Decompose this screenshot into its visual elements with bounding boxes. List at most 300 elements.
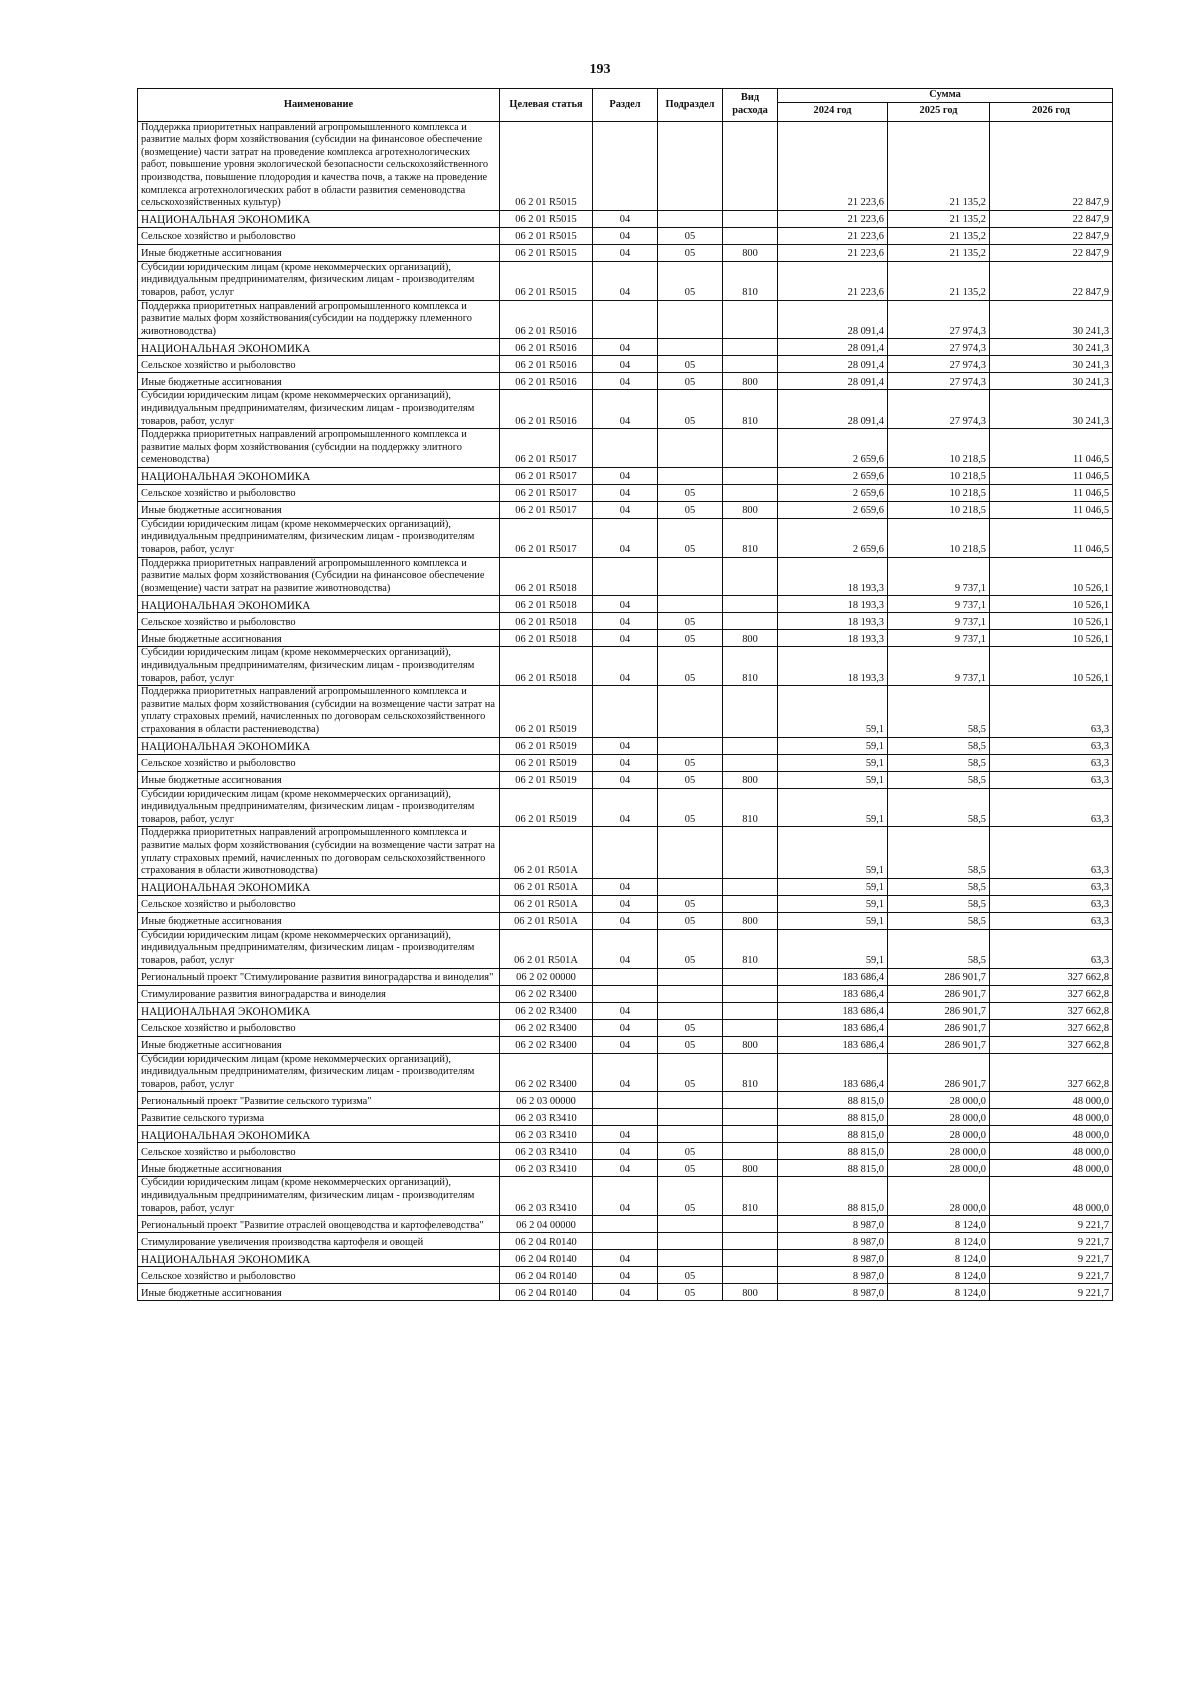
sum-2025-cell: 28 000,0 [888,1126,990,1143]
table-row [138,1053,1113,1092]
sum-2026-cell: 10 526,1 [990,647,1113,686]
sum-2025-cell: 286 901,7 [888,985,990,1002]
subsection-cell [658,737,723,754]
sum-2024-cell: 59,1 [778,827,888,878]
sum-2026-cell: 48 000,0 [990,1177,1113,1216]
sum-2026-cell: 9 221,7 [990,1233,1113,1250]
type-cell [723,1002,778,1019]
table-row [138,895,1113,912]
section-cell [593,121,658,210]
subsection-cell: 05 [658,1019,723,1036]
type-cell [723,429,778,468]
subsection-cell: 05 [658,630,723,647]
subsection-cell [658,467,723,484]
page-number: 193 [589,62,611,77]
section-cell: 04 [593,339,658,356]
sum-2024-cell: 18 193,3 [778,647,888,686]
name-cell: Сельское хозяйство и рыболовство [138,1267,500,1284]
sum-2026-cell: 10 526,1 [990,630,1113,647]
type-cell [723,1109,778,1126]
table-row [138,373,1113,390]
subsection-cell: 05 [658,390,723,429]
type-cell: 810 [723,261,778,300]
type-cell [723,827,778,878]
sum-2024-cell: 21 223,6 [778,121,888,210]
subsection-cell: 05 [658,754,723,771]
target-cell: 06 2 04 00000 [500,1216,593,1233]
target-cell: 06 2 01 R501A [500,912,593,929]
section-cell: 04 [593,261,658,300]
sum-2026-cell: 63,3 [990,895,1113,912]
target-cell: 06 2 03 R3410 [500,1143,593,1160]
target-cell: 06 2 03 R3410 [500,1126,593,1143]
table-row [138,771,1113,788]
sum-2024-cell: 8 987,0 [778,1216,888,1233]
subsection-cell: 05 [658,647,723,686]
target-cell: 06 2 01 R5019 [500,737,593,754]
sum-2026-cell: 10 526,1 [990,613,1113,630]
section-cell: 04 [593,1002,658,1019]
table-row [138,968,1113,985]
table-row [138,390,1113,429]
name-cell: Иные бюджетные ассигнования [138,771,500,788]
sum-2026-cell: 48 000,0 [990,1160,1113,1177]
type-cell: 800 [723,373,778,390]
sum-2025-cell: 58,5 [888,788,990,827]
subsection-cell: 05 [658,518,723,557]
section-cell: 04 [593,912,658,929]
sum-2026-cell: 327 662,8 [990,1036,1113,1053]
sum-2025-cell: 28 000,0 [888,1092,990,1109]
section-cell: 04 [593,373,658,390]
name-cell: Иные бюджетные ассигнования [138,912,500,929]
name-cell: НАЦИОНАЛЬНАЯ ЭКОНОМИКА [138,737,500,754]
target-cell: 06 2 01 R5018 [500,557,593,596]
sum-2025-cell: 21 135,2 [888,210,990,227]
target-cell: 06 2 01 R5015 [500,121,593,210]
target-cell: 06 2 01 R5015 [500,244,593,261]
sum-2026-cell: 327 662,8 [990,1002,1113,1019]
sum-2025-cell: 8 124,0 [888,1216,990,1233]
sum-2025-cell: 286 901,7 [888,1019,990,1036]
target-cell: 06 2 01 R5017 [500,518,593,557]
sum-2026-cell: 327 662,8 [990,968,1113,985]
type-cell [723,878,778,895]
name-cell: Региональный проект "Развитие отраслей овощеводства и картофелеводства" [138,1216,500,1233]
target-cell: 06 2 04 R0140 [500,1267,593,1284]
table-row [138,788,1113,827]
name-cell: Сельское хозяйство и рыболовство [138,1019,500,1036]
sum-2025-cell: 9 737,1 [888,557,990,596]
name-cell: Сельское хозяйство и рыболовство [138,613,500,630]
sum-2024-cell: 21 223,6 [778,244,888,261]
table-row [138,1160,1113,1177]
section-cell: 04 [593,210,658,227]
sum-2025-cell: 27 974,3 [888,339,990,356]
table-row [138,1019,1113,1036]
header-name: Наименование [138,89,500,122]
sum-2024-cell: 59,1 [778,929,888,968]
type-cell [723,1126,778,1143]
table-row [138,339,1113,356]
table-row [138,300,1113,339]
type-cell: 810 [723,1053,778,1092]
type-cell: 810 [723,788,778,827]
table-row [138,647,1113,686]
sum-2024-cell: 21 223,6 [778,227,888,244]
sum-2026-cell: 11 046,5 [990,484,1113,501]
sum-2024-cell: 18 193,3 [778,630,888,647]
target-cell: 06 2 01 R5016 [500,356,593,373]
section-cell: 04 [593,647,658,686]
type-cell: 810 [723,929,778,968]
subsection-cell: 05 [658,1053,723,1092]
name-cell: Иные бюджетные ассигнования [138,501,500,518]
name-cell: НАЦИОНАЛЬНАЯ ЭКОНОМИКА [138,878,500,895]
subsection-cell: 05 [658,1284,723,1301]
sum-2024-cell: 88 815,0 [778,1092,888,1109]
subsection-cell: 05 [658,895,723,912]
name-cell: Сельское хозяйство и рыболовство [138,895,500,912]
section-cell: 04 [593,895,658,912]
name-cell: Иные бюджетные ассигнования [138,244,500,261]
name-cell: НАЦИОНАЛЬНАЯ ЭКОНОМИКА [138,1250,500,1267]
table-row [138,878,1113,895]
section-cell: 04 [593,596,658,613]
sum-2026-cell: 30 241,3 [990,356,1113,373]
type-cell [723,484,778,501]
target-cell: 06 2 01 R5018 [500,613,593,630]
name-cell: Поддержка приоритетных направлений агропромышленного комплекса и развитие малых форм хозяйствования (субсидии на финансовое обеспечение (возмещение) части затрат на проведение комплекса агротехнологических работ, повышение уровня экологической безопасности сельскохозяйственного производства, повышение плодородия и качества почв, а также на проведение комплекса агротехнологических работ в области развития семеноводства сельскохозяйственных культур) [138,121,500,210]
type-cell [723,1233,778,1250]
subsection-cell: 05 [658,1267,723,1284]
section-cell: 04 [593,754,658,771]
sum-2025-cell: 286 901,7 [888,1053,990,1092]
section-cell: 04 [593,501,658,518]
subsection-cell: 05 [658,771,723,788]
name-cell: Субсидии юридическим лицам (кроме некоммерческих организаций), индивидуальным предпринимателям, физическим лицам - производителям товаров, работ, услуг [138,390,500,429]
section-cell: 04 [593,878,658,895]
sum-2025-cell: 21 135,2 [888,227,990,244]
sum-2026-cell: 63,3 [990,788,1113,827]
sum-2026-cell: 327 662,8 [990,1053,1113,1092]
section-cell [593,1109,658,1126]
sum-2024-cell: 88 815,0 [778,1126,888,1143]
type-cell [723,686,778,737]
table-row [138,121,1113,210]
type-cell [723,356,778,373]
type-cell [723,1019,778,1036]
type-cell [723,737,778,754]
subsection-cell [658,1126,723,1143]
table-row [138,686,1113,737]
section-cell: 04 [593,518,658,557]
name-cell: НАЦИОНАЛЬНАЯ ЭКОНОМИКА [138,210,500,227]
sum-2025-cell: 58,5 [888,771,990,788]
table-row [138,985,1113,1002]
sum-2025-cell: 28 000,0 [888,1160,990,1177]
name-cell: Сельское хозяйство и рыболовство [138,227,500,244]
target-cell: 06 2 02 R3400 [500,1036,593,1053]
sum-2024-cell: 2 659,6 [778,518,888,557]
sum-2026-cell: 48 000,0 [990,1109,1113,1126]
sum-2025-cell: 8 124,0 [888,1233,990,1250]
subsection-cell: 05 [658,1160,723,1177]
subsection-cell [658,878,723,895]
target-cell: 06 2 04 R0140 [500,1233,593,1250]
sum-2024-cell: 183 686,4 [778,1036,888,1053]
section-cell: 04 [593,1036,658,1053]
target-cell: 06 2 03 R3410 [500,1109,593,1126]
header-type: Вид расхода [723,89,778,122]
table-row [138,613,1113,630]
name-cell: Сельское хозяйство и рыболовство [138,1143,500,1160]
section-cell [593,429,658,468]
sum-2025-cell: 286 901,7 [888,968,990,985]
sum-2024-cell: 59,1 [778,686,888,737]
type-cell [723,121,778,210]
table-row [138,737,1113,754]
sum-2026-cell: 63,3 [990,754,1113,771]
type-cell [723,613,778,630]
sum-2026-cell: 48 000,0 [990,1092,1113,1109]
sum-2025-cell: 58,5 [888,686,990,737]
sum-2026-cell: 327 662,8 [990,1019,1113,1036]
target-cell: 06 2 02 R3400 [500,1002,593,1019]
target-cell: 06 2 02 R3400 [500,1019,593,1036]
sum-2025-cell: 21 135,2 [888,261,990,300]
name-cell: Иные бюджетные ассигнования [138,373,500,390]
sum-2024-cell: 88 815,0 [778,1109,888,1126]
target-cell: 06 2 02 00000 [500,968,593,985]
name-cell: Иные бюджетные ассигнования [138,630,500,647]
sum-2024-cell: 183 686,4 [778,968,888,985]
sum-2025-cell: 27 974,3 [888,300,990,339]
target-cell: 06 2 01 R5017 [500,484,593,501]
target-cell: 06 2 04 R0140 [500,1250,593,1267]
section-cell [593,827,658,878]
table-row [138,429,1113,468]
sum-2024-cell: 59,1 [778,912,888,929]
subsection-cell [658,827,723,878]
sum-2025-cell: 27 974,3 [888,356,990,373]
table-row [138,1143,1113,1160]
subsection-cell: 05 [658,1143,723,1160]
sum-2026-cell: 22 847,9 [990,244,1113,261]
target-cell: 06 2 01 R5016 [500,339,593,356]
sum-2024-cell: 28 091,4 [778,373,888,390]
target-cell: 06 2 01 R5018 [500,596,593,613]
section-cell [593,1233,658,1250]
section-cell: 04 [593,1053,658,1092]
section-cell [593,1216,658,1233]
subsection-cell [658,429,723,468]
subsection-cell [658,1109,723,1126]
sum-2024-cell: 18 193,3 [778,613,888,630]
target-cell: 06 2 01 R5019 [500,771,593,788]
type-cell: 800 [723,244,778,261]
name-cell: Сельское хозяйство и рыболовство [138,484,500,501]
sum-2024-cell: 88 815,0 [778,1177,888,1216]
sum-2026-cell: 327 662,8 [990,985,1113,1002]
name-cell: НАЦИОНАЛЬНАЯ ЭКОНОМИКА [138,467,500,484]
name-cell: Региональный проект "Стимулирование развития виноградарства и виноделия" [138,968,500,985]
sum-2026-cell: 11 046,5 [990,429,1113,468]
sum-2024-cell: 59,1 [778,754,888,771]
subsection-cell: 05 [658,244,723,261]
subsection-cell: 05 [658,912,723,929]
sum-2026-cell: 63,3 [990,929,1113,968]
sum-2024-cell: 2 659,6 [778,467,888,484]
name-cell: НАЦИОНАЛЬНАЯ ЭКОНОМИКА [138,596,500,613]
sum-2025-cell: 28 000,0 [888,1109,990,1126]
sum-2024-cell: 8 987,0 [778,1267,888,1284]
sum-2026-cell: 63,3 [990,827,1113,878]
table-row [138,1002,1113,1019]
section-cell: 04 [593,356,658,373]
target-cell: 06 2 01 R501A [500,827,593,878]
sum-2024-cell: 28 091,4 [778,356,888,373]
sum-2025-cell: 27 974,3 [888,373,990,390]
type-cell [723,210,778,227]
type-cell: 800 [723,771,778,788]
sum-2024-cell: 21 223,6 [778,261,888,300]
target-cell: 06 2 01 R5017 [500,501,593,518]
name-cell: НАЦИОНАЛЬНАЯ ЭКОНОМИКА [138,1002,500,1019]
subsection-cell: 05 [658,261,723,300]
target-cell: 06 2 02 R3400 [500,1053,593,1092]
sum-2025-cell: 28 000,0 [888,1177,990,1216]
subsection-cell [658,1216,723,1233]
sum-2024-cell: 183 686,4 [778,1053,888,1092]
table-row [138,1216,1113,1233]
sum-2026-cell: 30 241,3 [990,390,1113,429]
subsection-cell: 05 [658,929,723,968]
table-row [138,1233,1113,1250]
sum-2026-cell: 48 000,0 [990,1126,1113,1143]
sum-2026-cell: 10 526,1 [990,557,1113,596]
type-cell [723,1216,778,1233]
header-subsection: Подраздел [658,89,723,122]
target-cell: 06 2 01 R5015 [500,261,593,300]
sum-2024-cell: 2 659,6 [778,501,888,518]
type-cell: 810 [723,390,778,429]
sum-2026-cell: 10 526,1 [990,596,1113,613]
subsection-cell: 05 [658,356,723,373]
sum-2025-cell: 286 901,7 [888,1002,990,1019]
target-cell: 06 2 01 R5016 [500,373,593,390]
type-cell [723,467,778,484]
subsection-cell [658,339,723,356]
table-row [138,467,1113,484]
header-target: Целевая статья [500,89,593,122]
type-cell [723,1092,778,1109]
sum-2024-cell: 59,1 [778,737,888,754]
subsection-cell [658,968,723,985]
table-row [138,501,1113,518]
table-row [138,1250,1113,1267]
section-cell: 04 [593,771,658,788]
type-cell [723,339,778,356]
name-cell: Субсидии юридическим лицам (кроме некоммерческих организаций), индивидуальным предпринимателям, физическим лицам - производителям товаров, работ, услуг [138,1053,500,1092]
sum-2024-cell: 28 091,4 [778,339,888,356]
table-row [138,1092,1113,1109]
type-cell [723,1143,778,1160]
table-row [138,1109,1113,1126]
section-cell: 04 [593,929,658,968]
sum-2024-cell: 88 815,0 [778,1143,888,1160]
type-cell [723,1250,778,1267]
table-row [138,1267,1113,1284]
sum-2026-cell: 30 241,3 [990,300,1113,339]
section-cell: 04 [593,244,658,261]
subsection-cell: 05 [658,501,723,518]
name-cell: Субсидии юридическим лицам (кроме некоммерческих организаций), индивидуальным предпринимателям, физическим лицам - производителям товаров, работ, услуг [138,929,500,968]
sum-2024-cell: 59,1 [778,895,888,912]
type-cell: 800 [723,1160,778,1177]
subsection-cell: 05 [658,788,723,827]
table-row [138,484,1113,501]
section-cell: 04 [593,613,658,630]
table-row [138,912,1113,929]
name-cell: Стимулирование увеличения производства картофеля и овощей [138,1233,500,1250]
sum-2025-cell: 58,5 [888,878,990,895]
table-row [138,210,1113,227]
table-row [138,827,1113,878]
section-cell: 04 [593,1126,658,1143]
sum-2024-cell: 2 659,6 [778,484,888,501]
name-cell: Стимулирование развития виноградарства и виноделия [138,985,500,1002]
sum-2024-cell: 21 223,6 [778,210,888,227]
sum-2025-cell: 21 135,2 [888,121,990,210]
section-cell: 04 [593,227,658,244]
sum-2024-cell: 88 815,0 [778,1160,888,1177]
table-row [138,261,1113,300]
name-cell: НАЦИОНАЛЬНАЯ ЭКОНОМИКА [138,339,500,356]
name-cell: Субсидии юридическим лицам (кроме некоммерческих организаций), индивидуальным предпринимателям, физическим лицам - производителям товаров, работ, услуг [138,1177,500,1216]
name-cell: Поддержка приоритетных направлений агропромышленного комплекса и развитие малых форм хозяйствования (Субсидии на финансовое обеспечение (возмещение) части затрат на развитие животноводства) [138,557,500,596]
section-cell [593,985,658,1002]
section-cell: 04 [593,1284,658,1301]
target-cell: 06 2 03 R3410 [500,1177,593,1216]
sum-2025-cell: 27 974,3 [888,390,990,429]
subsection-cell [658,557,723,596]
target-cell: 06 2 01 R5017 [500,467,593,484]
sum-2024-cell: 2 659,6 [778,429,888,468]
name-cell: Иные бюджетные ассигнования [138,1160,500,1177]
section-cell: 04 [593,1177,658,1216]
section-cell: 04 [593,1160,658,1177]
subsection-cell [658,300,723,339]
sum-2024-cell: 8 987,0 [778,1284,888,1301]
subsection-cell [658,596,723,613]
subsection-cell: 05 [658,484,723,501]
sum-2026-cell: 9 221,7 [990,1250,1113,1267]
name-cell: Поддержка приоритетных направлений агропромышленного комплекса и развитие малых форм хозяйствования (субсидии на поддержку элитного семеноводства) [138,429,500,468]
sum-2025-cell: 58,5 [888,912,990,929]
name-cell: Иные бюджетные ассигнования [138,1284,500,1301]
header-2024: 2024 год [778,102,888,121]
sum-2026-cell: 9 221,7 [990,1284,1113,1301]
section-cell [593,300,658,339]
name-cell: Сельское хозяйство и рыболовство [138,356,500,373]
subsection-cell [658,686,723,737]
subsection-cell: 05 [658,373,723,390]
table-row [138,630,1113,647]
sum-2026-cell: 9 221,7 [990,1267,1113,1284]
sum-2025-cell: 58,5 [888,827,990,878]
sum-2026-cell: 63,3 [990,737,1113,754]
